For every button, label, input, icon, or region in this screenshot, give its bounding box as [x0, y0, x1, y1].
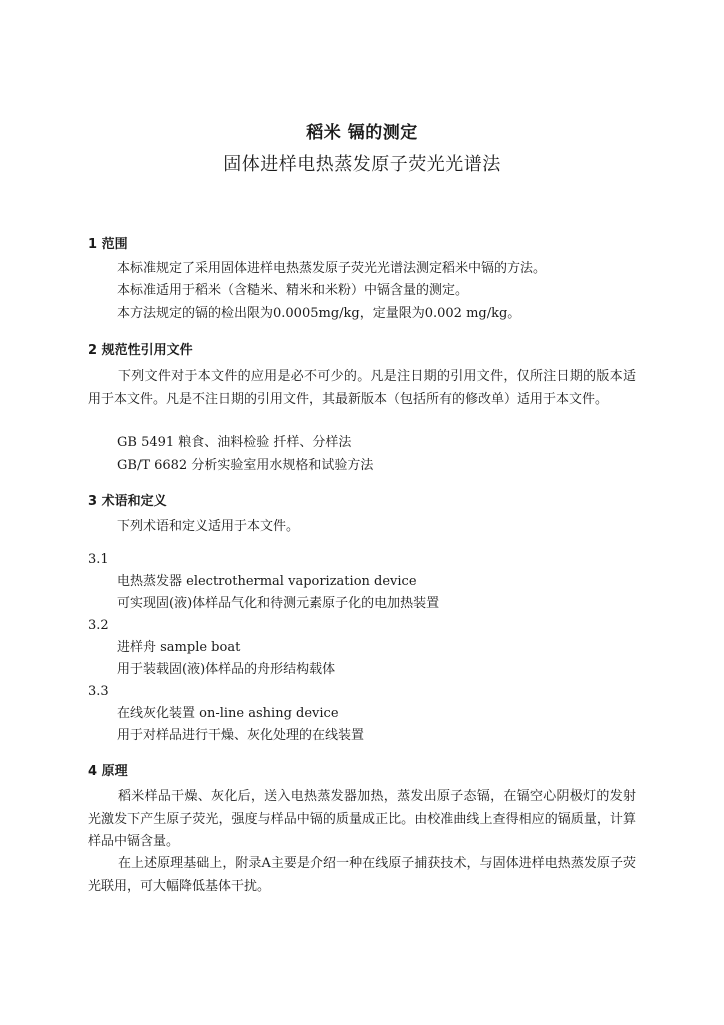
section-2-paragraph-1: 下列文件对于本文件的应用是必不可少的。凡是注日期的引用文件，仅所注日期的版本适用于本文件。凡是不注日期的引用文件，其最新版本（包括所有的修改单）适用于本文件。 [88, 369, 636, 407]
term-number: 3.3 [88, 684, 109, 699]
section-4-heading: 4 原理 [88, 764, 128, 779]
section-1-paragraph-1: 本标准规定了采用固体进样电热蒸发原子荧光光谱法测定稻米中镉的方法。 [117, 261, 547, 276]
term-name: 进样舟 sample boat [117, 640, 241, 655]
section-1-heading: 1 范围 [88, 237, 128, 252]
term-name: 电热蒸发器 electrothermal vaporization device [117, 574, 417, 589]
term-number: 3.1 [88, 552, 109, 567]
section-4-paragraph-2: 在上述原理基础上，附录A主要是介绍一种在线原子捕获技术，与固体进样电热蒸发原子荧光联用，可大幅降低基体干扰。 [88, 856, 636, 894]
section-4-paragraph-1: 稻米样品干燥、灰化后，送入电热蒸发器加热，蒸发出原子态镉，在镉空心阴极灯的发射光激发下产生原子荧光，强度与样品中镉的质量成正比。由校准曲线上查得相应的镉质量，计算样品中镉含量。 [88, 789, 636, 849]
term-number: 3.2 [88, 618, 109, 633]
term-definition: 用于装载固(液)体样品的舟形结构载体 [117, 662, 336, 677]
term-definition: 可实现固(液)体样品气化和待测元素原子化的电加热装置 [117, 596, 440, 611]
section-1-paragraph-3: 本方法规定的镉的检出限为0.0005mg/kg，定量限为0.002 mg/kg。 [117, 306, 521, 321]
section-3-heading: 3 术语和定义 [88, 494, 167, 509]
document-title: 稻米 镉的测定 [306, 123, 418, 143]
section-1-paragraph-2: 本标准适用于稻米（含糙米、精米和米粉）中镉含量的测定。 [117, 283, 469, 298]
term-name: 在线灰化装置 on-line ashing device [117, 706, 339, 721]
section-3-intro: 下列术语和定义适用于本文件。 [117, 519, 300, 534]
term-definition: 用于对样品进行干燥、灰化处理的在线装置 [117, 728, 365, 743]
document-subtitle: 固体进样电热蒸发原子荧光光谱法 [223, 154, 501, 175]
reference-gbt-6682: GB/T 6682 分析实验室用水规格和试验方法 [117, 458, 374, 473]
reference-gb-5491: GB 5491 粮食、油料检验 扦样、分样法 [117, 435, 352, 450]
section-2-heading: 2 规范性引用文件 [88, 343, 193, 358]
